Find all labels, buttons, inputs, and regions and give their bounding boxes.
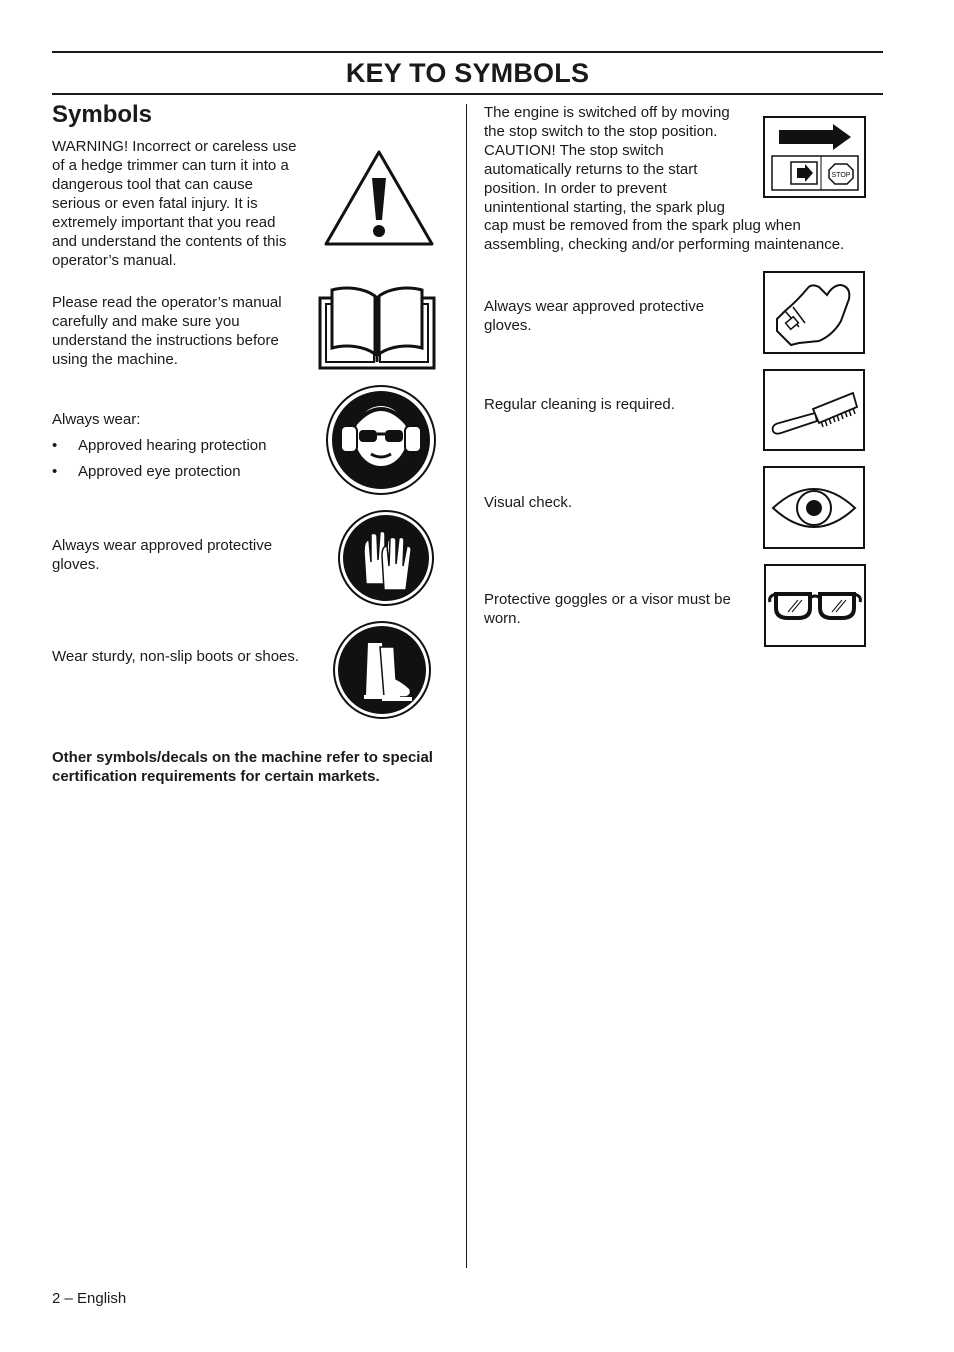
ppe-list: [52, 436, 266, 488]
boots-icon: [332, 621, 432, 719]
visual-check-text: Visual check.: [484, 494, 573, 511]
stop-switch-icon: [763, 116, 866, 198]
stop-label: STOP: [831, 172, 851, 179]
goggles-text: Protective goggles or a visor must be worn.: [484, 591, 731, 627]
hearing-eye-protection-icon: [325, 384, 437, 496]
eye-icon: [763, 466, 865, 549]
list-item: • Approved hearing protection: [52, 436, 266, 455]
gloves-text-right: Always wear approved protective gloves.: [484, 298, 705, 334]
manual-text: Please read the operator’s manual carefully and make sure you understand the instructions before using the machine.: [52, 294, 282, 368]
always-wear-label: Always wear:: [52, 411, 141, 428]
gloves-text-left: Always wear approved protective gloves.: [52, 537, 273, 573]
top-rule: [52, 51, 883, 53]
open-book-icon: [318, 284, 436, 370]
stop-text-a: The engine is switched off by moving the stop switch to the stop position. CAUTION! The stop switch automatically returns to the start position. In order to prevent unintentional starting, the spark plug: [484, 104, 730, 216]
section-title: Symbols: [52, 101, 153, 128]
page-footer: 2 – English: [52, 1290, 127, 1307]
warning-text: WARNING! Incorrect or careless use of a hedge trimmer can turn it into a dangerous tool that can cause serious or even fatal injury. It is extremely important that you read and understand the contents of this operator’s manual.: [52, 138, 297, 269]
boots-text: Wear sturdy, non-slip boots or shoes.: [52, 648, 300, 665]
list-item: • Approved eye protection: [52, 462, 266, 481]
warning-triangle-icon: [322, 148, 436, 248]
other-symbols-note: Other symbols/decals on the machine refer to special certification requirements for certain markets.: [52, 749, 433, 785]
column-divider: [466, 104, 467, 1268]
brush-icon: [763, 369, 865, 451]
title-rule: [52, 93, 883, 95]
glove-icon: [763, 271, 865, 354]
cleaning-text: Regular cleaning is required.: [484, 396, 675, 413]
page-title: KEY TO SYMBOLS: [345, 58, 590, 88]
stop-text-b: cap must be removed from the spark plug when assembling, checking and/or performing maintenance.: [484, 217, 845, 253]
goggles-icon: [764, 564, 866, 647]
gloves-icon: [338, 510, 434, 606]
